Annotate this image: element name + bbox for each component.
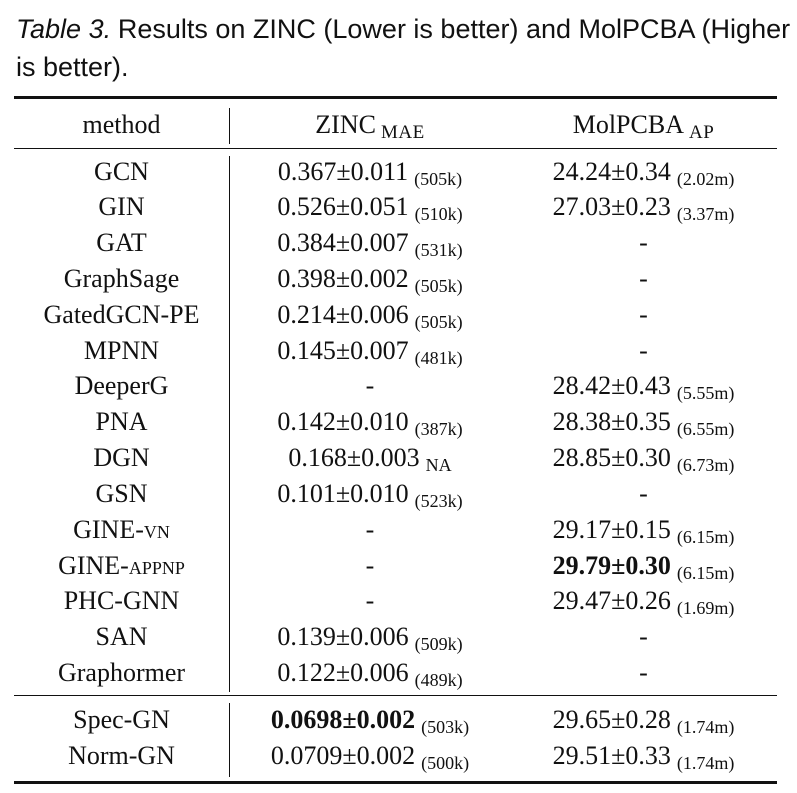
row-zinc-value: 0.214±0.006 (505k) [277,300,463,332]
column-separator [229,108,230,144]
zinc-params: (489k) [414,670,463,690]
row-molpcba-value: 29.51±0.33 (1.74m) [552,741,735,773]
row-zinc-value: - [365,515,375,544]
row-method: Norm-GN [68,741,175,770]
zinc-params: (523k) [414,491,463,511]
zinc-params: (503k) [421,717,470,737]
zinc-params: (505k) [414,276,463,296]
row-zinc-value: - [365,586,375,615]
row-molpcba-value: 28.42±0.43 (5.55m) [552,371,735,403]
row-method: GIN [98,192,145,221]
header-zinc-sub: MAE [380,122,425,143]
row-method: GSN [95,479,148,508]
row-method: Spec-GN [73,705,170,734]
molpcba-params: (6.15m) [676,527,735,547]
zinc-params: (510k) [414,204,463,224]
row-zinc-value: 0.139±0.006 (509k) [277,622,463,654]
top-rule [14,96,777,99]
molpcba-params: (2.02m) [676,169,735,189]
row-zinc-value: 0.122±0.006 (489k) [277,658,463,690]
row-zinc-value: 0.168±0.003 NA [288,443,452,475]
molpcba-params: (1.74m) [676,753,735,773]
row-molpcba-value: 24.24±0.34 (2.02m) [552,157,735,189]
molpcba-params: (1.69m) [676,598,735,618]
group-rule [14,695,777,696]
row-method: DeeperG [74,371,169,400]
row-zinc-value: 0.142±0.010 (387k) [277,407,463,439]
row-zinc-value: - [365,551,375,580]
row-zinc-value: 0.145±0.007 (481k) [277,336,463,368]
row-molpcba-value: - [639,228,648,257]
row-molpcba-value: 29.65±0.28 (1.74m) [552,705,735,737]
row-molpcba-value: 29.17±0.15 (6.15m) [552,515,735,547]
header-method: method [82,110,161,139]
row-molpcba-value: - [639,622,648,651]
row-method: GINE-vn [73,515,170,544]
row-method: GAT [96,228,147,257]
table-caption [16,10,791,86]
row-molpcba-value: - [639,336,648,365]
row-molpcba-value: - [639,658,648,687]
molpcba-params: (3.37m) [676,204,735,224]
molpcba-params: (5.55m) [676,383,735,403]
row-method: GINE-appnp [58,551,185,580]
header-rule [14,148,777,149]
caption-label: Table 3. [16,14,112,44]
caption-text: Results on ZINC (Lower is better) and MolPCBA (Higher is better). [16,14,791,82]
header-molpcba-sub: AP [688,122,715,143]
row-molpcba-value: - [639,264,648,293]
row-molpcba-value: 28.85±0.30 (6.73m) [552,443,735,475]
row-zinc-value: 0.398±0.002 (505k) [277,264,463,296]
row-zinc-value: 0.526±0.051 (510k) [277,192,463,224]
zinc-params: (500k) [421,753,470,773]
row-molpcba-value: 29.47±0.26 (1.69m) [552,586,735,618]
row-method: GatedGCN-PE [43,300,200,329]
row-molpcba-value: - [639,479,648,508]
row-method: MPNN [83,336,160,365]
header-molpcba: MolPCBA AP [572,110,715,143]
molpcba-params: (6.55m) [676,419,735,439]
row-method: Graphormer [57,658,186,687]
zinc-params: (509k) [414,634,463,654]
molpcba-params: (6.15m) [676,563,735,583]
row-molpcba-value: 29.79±0.30 (6.15m) [552,551,735,583]
molpcba-params: (1.74m) [676,717,735,737]
row-molpcba-value: - [639,300,648,329]
zinc-params: (505k) [414,169,463,189]
row-method: DGN [93,443,150,472]
row-method: SAN [95,622,148,651]
zinc-params: NA [425,455,452,475]
row-molpcba-value: 27.03±0.23 (3.37m) [552,192,735,224]
row-zinc-value: 0.384±0.007 (531k) [277,228,463,260]
zinc-params: (481k) [414,348,463,368]
row-method: GCN [94,157,149,186]
bottom-rule [14,781,777,784]
row-method: PHC-GNN [63,586,180,615]
row-molpcba-value: 28.38±0.35 (6.55m) [552,407,735,439]
row-zinc-value: 0.0709±0.002 (500k) [270,741,470,773]
row-method: GraphSage [63,264,180,293]
zinc-params: (531k) [414,240,463,260]
row-zinc-value: 0.367±0.011 (505k) [277,157,463,189]
row-zinc-value: 0.0698±0.002 (503k) [270,705,470,737]
header-zinc: ZINC MAE [315,110,425,143]
zinc-params: (387k) [414,419,463,439]
row-zinc-value: - [365,371,375,400]
zinc-params: (505k) [414,312,463,332]
row-method: PNA [95,407,148,436]
row-zinc-value: 0.101±0.010 (523k) [277,479,463,511]
molpcba-params: (6.73m) [676,455,735,475]
